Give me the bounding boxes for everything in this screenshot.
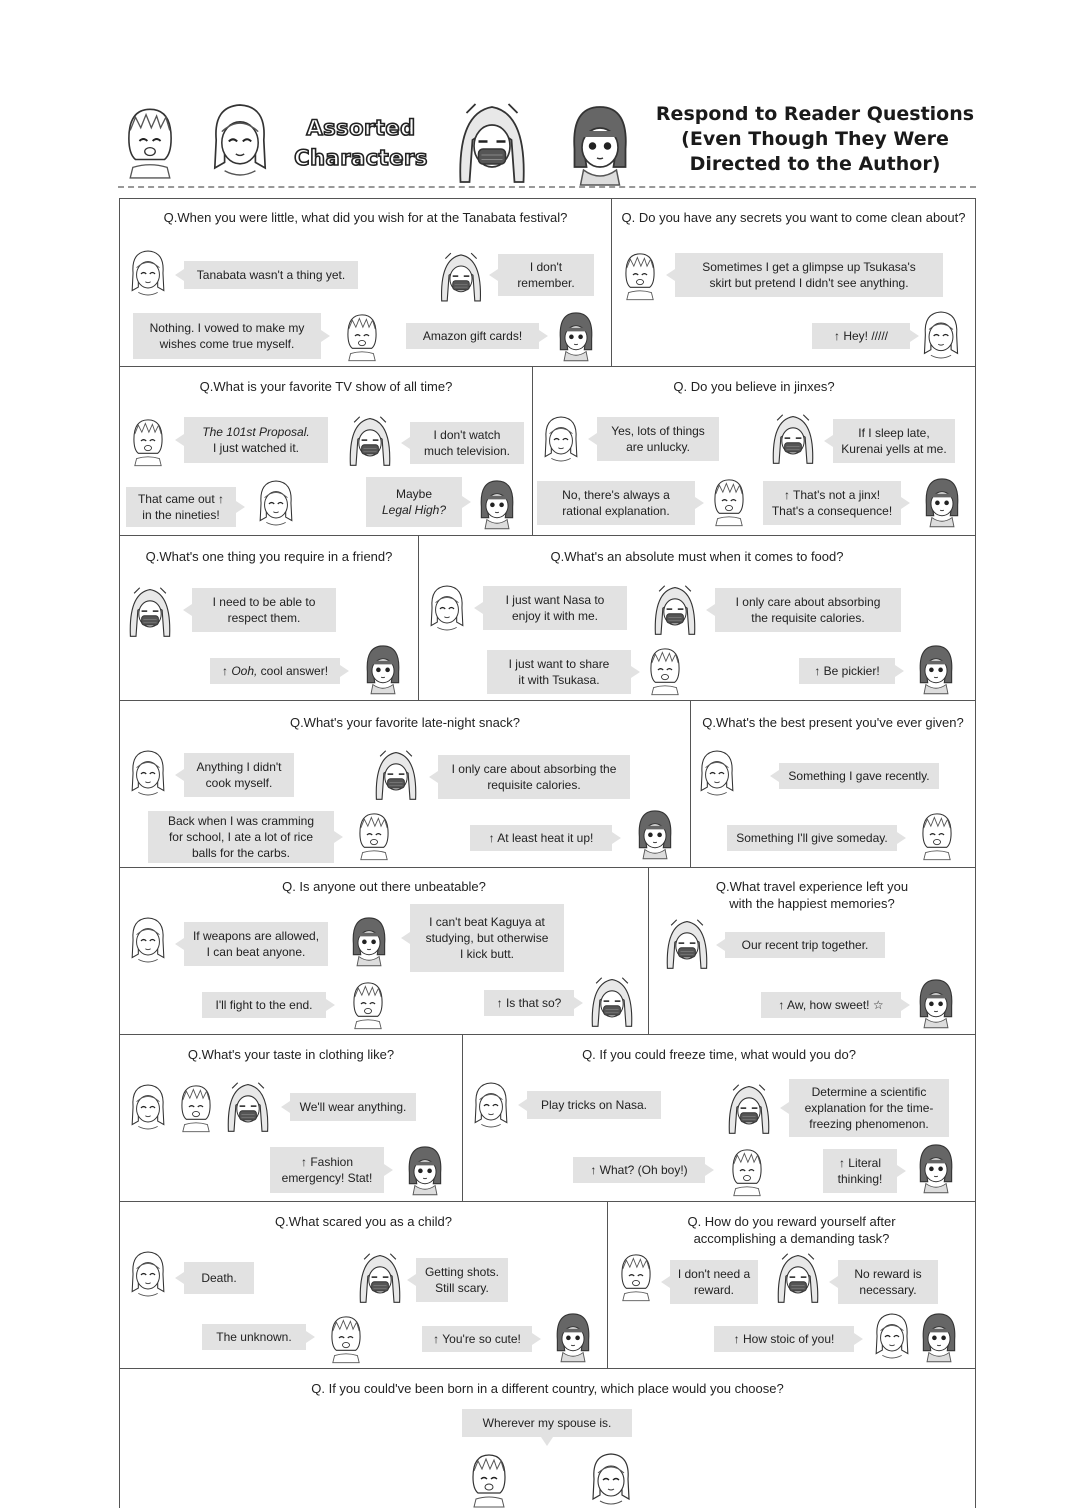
question: Q.What travel experience left you with the happiest memories?: [715, 879, 909, 911]
speech-text: Maybe: [395, 487, 433, 501]
speech-bubble: I don't watch much television.: [410, 422, 524, 464]
question: Q. Do you believe in jinxes?: [673, 379, 835, 394]
speech-bubble: Play tricks on Nasa.: [527, 1091, 661, 1119]
avatar: [539, 411, 583, 467]
avatar: [126, 1246, 170, 1302]
avatar: [340, 309, 384, 363]
speech-bubble: Amazon gift cards!: [406, 323, 539, 349]
question: Q.When you were little, what did you wish for at the Tanabata festival?: [163, 210, 568, 225]
avatar: [438, 249, 484, 305]
speech-bubble: Our recent trip together.: [725, 932, 885, 958]
speech-bubble: I only care about absorbing the requisite calories.: [438, 755, 630, 799]
question: Q.What's one thing you require in a friend?: [145, 549, 393, 564]
speech-bubble: Back when I was cramming for school, I ate a lot of rice balls for the carbs.: [148, 811, 334, 863]
panel-tanabata: [119, 198, 612, 367]
avatar: [586, 1449, 636, 1509]
speech-bubble: I only care about absorbing the requisite calories.: [715, 588, 901, 632]
speech-bubble: ↑ What? (Oh boy!): [573, 1157, 705, 1183]
panel-present: [690, 700, 976, 868]
header-divider: [118, 186, 976, 188]
speech-text: I just watched it.: [212, 441, 300, 455]
speech-bubble: Sometimes I get a glimpse up Tsukasa's skirt but pretend I didn't see anything.: [675, 253, 943, 297]
question: Q.What's the best present you've ever given?: [702, 715, 964, 730]
question: Q.What scared you as a child?: [274, 1214, 453, 1229]
header-chitose-avatar: [205, 93, 275, 187]
avatar: [618, 247, 662, 303]
speech-bubble: ↑ Hey! /////: [812, 323, 910, 349]
avatar: [725, 1081, 773, 1137]
avatar: [614, 1248, 658, 1304]
speech-bubble: That came out ↑ in the nineties!: [126, 487, 236, 527]
avatar: [913, 640, 959, 696]
speech-bubble: If I sleep late, Kurenai yells at me.: [833, 419, 955, 463]
avatar: [254, 475, 298, 531]
avatar: [126, 1079, 170, 1135]
question: Q.What is your favorite TV show of all time?: [199, 379, 453, 394]
panel-clothing: [119, 1034, 463, 1202]
avatar: [224, 1079, 272, 1135]
avatar: [360, 640, 406, 696]
panel-born-country: [119, 1368, 976, 1508]
speech-bubble: ↑ Be pickier!: [799, 658, 895, 684]
speech-bubble: Yes, lots of things are unlucky.: [597, 417, 719, 461]
avatar: [553, 307, 599, 363]
avatar: [918, 307, 964, 363]
avatar: [915, 807, 959, 863]
speech-bubble: If weapons are allowed, I can beat anyone.: [184, 922, 328, 966]
speech-bubble: [184, 417, 328, 463]
panel-unbeatable: [119, 867, 649, 1035]
speech-bubble: Wherever my spouse is.: [462, 1409, 632, 1437]
panel-travel: [648, 867, 976, 1035]
speech-bubble: Death.: [184, 1262, 254, 1294]
avatar: [913, 974, 959, 1030]
speech-bubble: Tanabata wasn't a thing yet.: [184, 261, 358, 289]
avatar: [651, 582, 699, 638]
avatar: [126, 745, 170, 801]
avatar: [346, 976, 390, 1032]
avatar: [174, 1079, 218, 1135]
speech-bubble: We'll wear anything.: [290, 1093, 416, 1121]
avatar: [346, 413, 394, 469]
speech-bubble: ↑ At least heat it up!: [470, 825, 612, 851]
avatar: [474, 475, 520, 531]
header-tsukasa-avatar: [117, 95, 183, 187]
speech-bubble: Something I'll give someday.: [727, 825, 897, 851]
avatar: [588, 974, 636, 1030]
panel-food: [418, 535, 976, 701]
speech-bubble: I can't beat Kaguya at studying, but otherwise I kick butt.: [410, 904, 564, 972]
question: Q. How do you reward yourself after accomplishing a demanding task?: [687, 1214, 896, 1246]
header-logo: [286, 113, 436, 173]
speech-bubble: I'll fight to the end.: [202, 992, 326, 1018]
speech-bubble: Getting shots. Still scary.: [416, 1258, 508, 1302]
header-kurenai-avatar: [560, 98, 640, 188]
speech-bubble: ↑ That's not a jinx! That's a consequence!: [763, 481, 901, 525]
speech-bubble: Anything I didn't cook myself.: [184, 753, 294, 797]
speech-bubble: No, there's always a rational explanation.: [537, 481, 695, 525]
avatar: [425, 580, 469, 636]
header-kaguya-avatar: [447, 98, 537, 188]
speech-bubble: ↑ Literal thinking!: [823, 1149, 897, 1193]
avatar: [870, 1308, 914, 1364]
avatar: [725, 1143, 769, 1199]
avatar: [695, 745, 739, 801]
panel-secrets: [611, 198, 976, 367]
question: Q. If you could've been born in a different country, which place would you choose?: [311, 1381, 784, 1396]
speech-bubble: I need to be able to respect them.: [192, 588, 336, 632]
panel-scared: [119, 1201, 608, 1369]
avatar: [663, 916, 711, 972]
panel-tv-show: [119, 366, 533, 536]
speech-bubble: ↑ How stoic of you!: [714, 1326, 854, 1352]
avatar: [352, 807, 396, 863]
avatar: [769, 411, 817, 467]
avatar: [346, 912, 392, 968]
question: Q.What's your taste in clothing like?: [187, 1047, 395, 1062]
speech-bubble: Something I gave recently.: [779, 763, 939, 789]
speech-bubble: I don't need a reward.: [670, 1260, 758, 1304]
panel-freeze-time: [462, 1034, 976, 1202]
speech-bubble: No reward is necessary.: [838, 1260, 938, 1304]
avatar: [126, 413, 170, 469]
speech-bubble: [210, 658, 340, 684]
panel-snack: [119, 700, 691, 868]
panel-friend: [119, 535, 419, 701]
speech-bubble: Nothing. I vowed to make my wishes come true myself.: [133, 313, 321, 359]
arrow-text: ↑: [221, 664, 232, 678]
speech-bubble: Determine a scientific explanation for the time- freezing phenomenon.: [789, 1079, 949, 1137]
avatar: [126, 245, 170, 301]
logo-line-2: Characters: [294, 146, 428, 170]
avatar: [550, 1308, 596, 1364]
question: Q. Is anyone out there unbeatable?: [282, 879, 486, 894]
speech-text: cool answer!: [257, 664, 329, 678]
page-title: Respond to Reader Questions (Even Though They Were Directed to the Author): [655, 103, 975, 175]
speech-bubble: ↑ Fashion emergency! Stat!: [270, 1147, 384, 1193]
avatar: [324, 1310, 368, 1366]
avatar: [372, 747, 420, 803]
speech-bubble: ↑ You're so cute!: [422, 1326, 532, 1352]
question: Q. If you could freeze time, what would you do?: [582, 1047, 856, 1062]
show-title: Legal High?: [381, 503, 447, 517]
avatar: [913, 1139, 959, 1195]
speech-bubble: I just want Nasa to enjoy it with me.: [483, 586, 627, 630]
speech-bubble: I don't remember.: [498, 254, 594, 296]
avatar: [469, 1077, 513, 1133]
avatar: [643, 642, 687, 698]
avatar: [464, 1449, 514, 1509]
speech-bubble: ↑ Aw, how sweet! ☆: [761, 992, 901, 1018]
speech-bubble: The unknown.: [202, 1324, 306, 1350]
show-title: The 101st Proposal.: [202, 425, 310, 439]
avatar: [919, 473, 965, 529]
avatar: [707, 473, 751, 529]
avatar: [126, 912, 170, 968]
avatar: [126, 584, 174, 640]
question: Q.What's an absolute must when it comes to food?: [550, 549, 844, 564]
question: Q.What's your favorite late-night snack?: [289, 715, 521, 730]
speech-emphasis: Ooh,: [231, 664, 258, 678]
logo-line-1: Assorted: [306, 116, 416, 140]
avatar: [356, 1250, 404, 1306]
speech-bubble: ↑ Is that so?: [484, 990, 574, 1016]
panel-jinxes: [532, 366, 976, 536]
avatar: [916, 1308, 962, 1364]
avatar: [774, 1250, 822, 1306]
avatar: [402, 1141, 448, 1197]
speech-bubble: I just want to share it with Tsukasa.: [487, 650, 631, 694]
panel-reward: [607, 1201, 976, 1369]
speech-bubble: [366, 477, 462, 527]
avatar: [632, 805, 678, 861]
question: Q. Do you have any secrets you want to come clean about?: [621, 210, 966, 225]
